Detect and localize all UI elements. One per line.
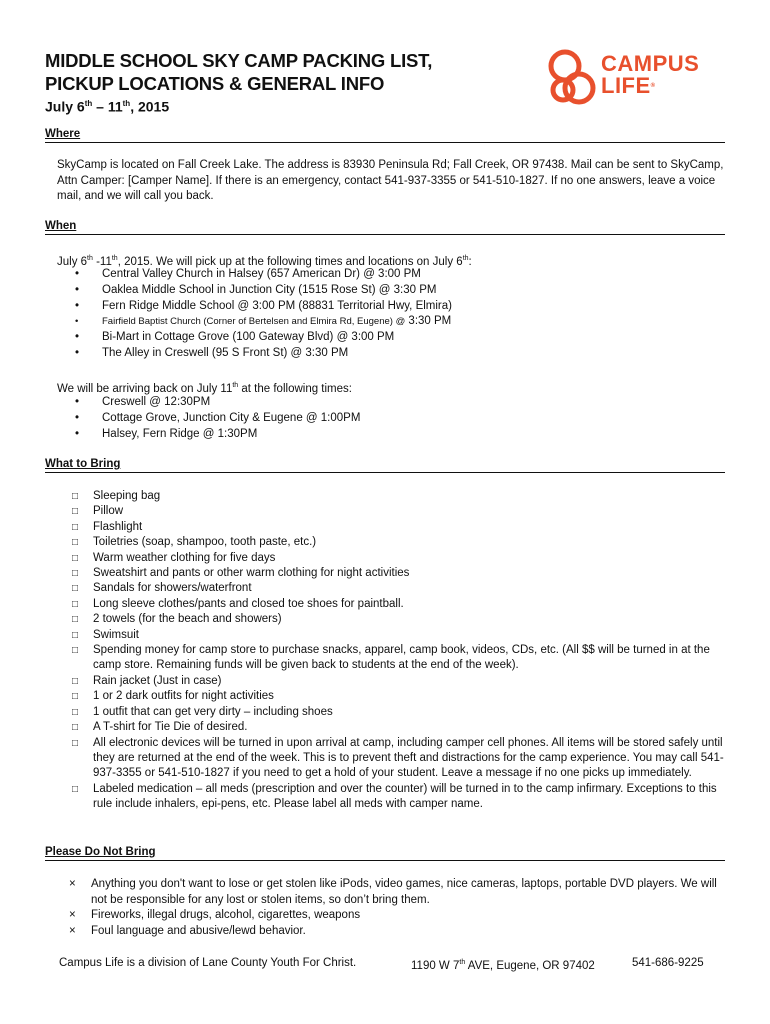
checkbox-icon: □	[72, 506, 79, 518]
list-item: • Fairfield Baptist Church (Corner of Bertelsen and Elmira Rd, Eugene) @ 3:30 PM	[57, 314, 452, 330]
title-line-2: PICKUP LOCATIONS & GENERAL INFO	[45, 73, 385, 94]
logo-word-life: LIFE®	[601, 73, 656, 98]
list-item: □ 1 or 2 dark outfits for night activities	[57, 689, 725, 704]
list-item: • Cottage Grove, Junction City & Eugene @ 1:00PM	[57, 411, 360, 427]
checkbox-icon: □	[72, 521, 79, 533]
when-intro: July 6th -11th, 2015. We will pick up at the following times and locations on July 6th:	[57, 255, 472, 268]
list-item: □ 2 towels (for the beach and showers)	[57, 612, 725, 627]
where-heading: Where	[45, 128, 725, 143]
campus-life-logo	[545, 42, 705, 110]
list-item: □ Long sleeve clothes/pants and closed toe shoes for paintball.	[57, 597, 725, 612]
list-item: • Bi-Mart in Cottage Grove (100 Gateway Blvd) @ 3:00 PM	[57, 330, 452, 346]
list-item: □ Rain jacket (Just in case)	[57, 674, 725, 689]
cross-icon: ×	[69, 878, 76, 890]
do-not-bring-heading: Please Do Not Bring	[45, 846, 725, 861]
checkbox-icon: □	[72, 722, 79, 734]
list-item: × Fireworks, illegal drugs, alcohol, cigarettes, weapons	[57, 908, 725, 924]
footer-org: Campus Life is a division of Lane County Youth For Christ.	[59, 957, 357, 969]
cross-icon: ×	[69, 909, 76, 921]
list-item: □ 1 outfit that can get very dirty – including shoes	[57, 705, 725, 720]
logo-word-campus: CAMPUS	[601, 51, 700, 76]
list-item: □ Sweatshirt and pants or other warm clothing for night activities	[57, 566, 725, 581]
list-item: • Fern Ridge Middle School @ 3:00 PM (88831 Territorial Hwy, Elmira)	[57, 299, 452, 315]
packing-list	[57, 489, 725, 813]
checkbox-icon: □	[72, 614, 79, 626]
list-item: □ Warm weather clothing for five days	[57, 551, 725, 566]
pickup-list	[57, 267, 452, 362]
list-item: × Foul language and abusive/lewd behavior.	[57, 924, 725, 940]
checkbox-icon: □	[72, 645, 79, 657]
camp-dates: July 6th – 11th, 2015	[45, 98, 170, 115]
checkbox-icon: □	[72, 552, 79, 564]
title-line-1: MIDDLE SCHOOL SKY CAMP PACKING LIST,	[45, 50, 433, 71]
list-item: □ Flashlight	[57, 520, 725, 535]
list-item: • Oaklea Middle School in Junction City (1515 Rose St) @ 3:30 PM	[57, 283, 452, 299]
checkbox-icon: □	[72, 629, 79, 641]
checkbox-icon: □	[72, 583, 79, 595]
do-not-bring-list	[57, 877, 725, 939]
list-item: □ Labeled medication – all meds (prescription and over the counter) will be turned in to the camp infirmary. Exceptions to this rule include inhalers, epi-pens, etc. Please label all meds with camper name.	[72, 782, 717, 811]
return-intro: We will be arriving back on July 11th at the following times:	[57, 382, 352, 395]
list-item: □ Toiletries (soap, shampoo, tooth paste, etc.)	[57, 535, 725, 550]
list-item: • Halsey, Fern Ridge @ 1:30PM	[57, 427, 360, 443]
list-item: □ A T-shirt for Tie Die of desired.	[57, 720, 725, 735]
checkbox-icon: □	[72, 491, 79, 502]
list-item: □ Pillow	[57, 504, 725, 519]
checkbox-icon: □	[72, 568, 79, 580]
checkbox-icon: □	[72, 598, 79, 610]
checkbox-icon: □	[72, 675, 79, 687]
checkbox-icon: □	[72, 783, 79, 795]
list-item: • Creswell @ 12:30PM	[57, 395, 360, 411]
what-to-bring-heading: What to Bring	[45, 458, 725, 473]
list-item: × Anything you don't want to lose or get stolen like iPods, video games, nice cameras, laptops, portable DVD players. We will not be responsible for any lost or stolen items, so don’t bring them.	[69, 878, 717, 906]
footer-phone: 541-686-9225	[632, 957, 704, 969]
checkbox-icon: □	[72, 737, 79, 749]
cross-icon: ×	[69, 924, 76, 937]
list-item: □ Sleeping bag	[57, 489, 725, 504]
linked-rings-icon	[545, 44, 601, 110]
footer-address: 1190 W 7th AVE, Eugene, OR 97402	[411, 959, 595, 972]
when-heading: When	[45, 220, 725, 235]
checkbox-icon: □	[72, 706, 79, 718]
checkbox-icon: □	[72, 537, 79, 549]
checkbox-icon: □	[72, 691, 79, 703]
where-text: SkyCamp is located on Fall Creek Lake. The address is 83930 Peninsula Rd; Fall Creek, OR 97438. Mail can be sent to SkyCamp, Attn Camper: [Camper Name]. If there is an emergency, contact 541-937-3355 or 541-510-1827. If no one answers, leave a voice mail, and we will call you back.	[57, 159, 724, 202]
list-item: □ Swimsuit	[57, 628, 725, 643]
list-item: • The Alley in Creswell (95 S Front St) @ 3:30 PM	[57, 346, 452, 362]
list-item: • Central Valley Church in Halsey (657 American Dr) @ 3:00 PM	[57, 267, 452, 283]
return-list	[57, 395, 360, 442]
list-item: □ Sandals for showers/waterfront	[57, 581, 725, 596]
list-item: □ All electronic devices will be turned in upon arrival at camp, including camper cell phones. All items will be stored safely until they are returned at the end of the week. This is to prevent theft and distractions for the camp experience. You may call 541-937-3355 or 541-510-1827 if you need to get a hold of your student. Leave a message if no one picks up immediately.	[72, 736, 724, 780]
list-item: □ Spending money for camp store to purchase snacks, apparel, camp book, videos, CDs, etc. (All $$ will be turned in at the camp store. Remaining funds will be given back to students at the end of the week).	[72, 644, 710, 672]
page-title	[45, 49, 515, 95]
